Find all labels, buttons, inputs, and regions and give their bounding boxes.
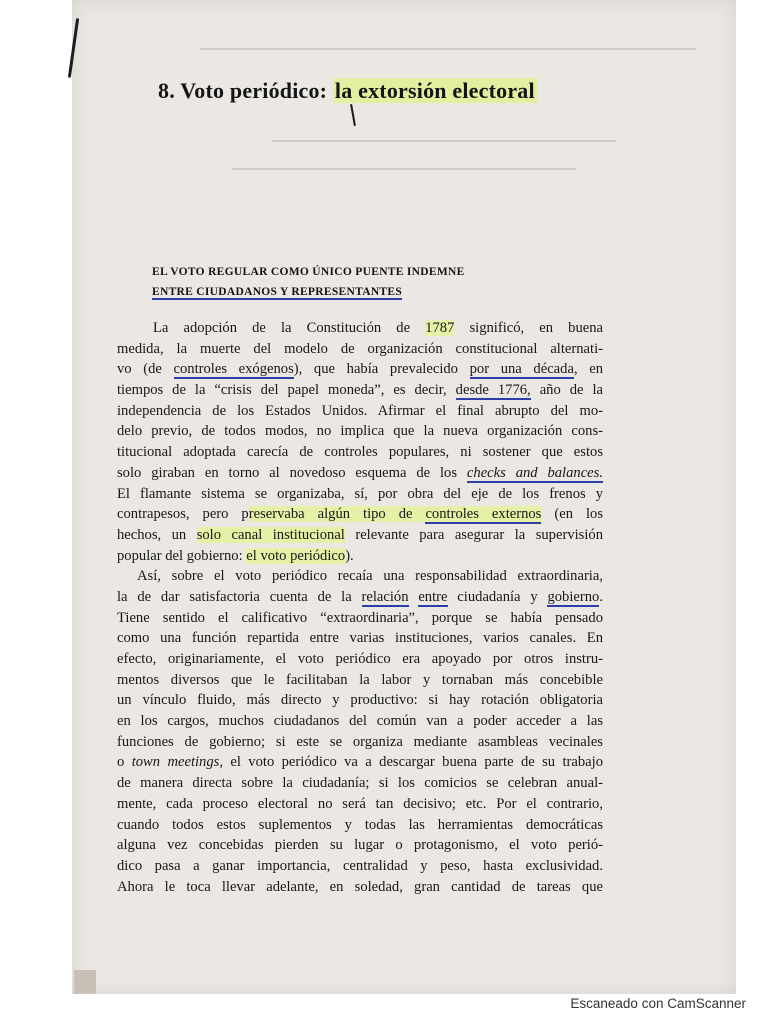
text-line: dico pasa a ganar importancia, centralidad y peso, hasta exclusividad. xyxy=(117,857,603,874)
text-line: popular del gobierno: el voto periódico). xyxy=(117,547,354,564)
chapter-title-number: 8. Voto periódico: xyxy=(158,78,328,103)
text-line: vo (de controles exógenos), que había prevalecido por una década, en xyxy=(117,361,604,378)
body-text xyxy=(117,318,603,897)
text-line: hechos, un solo canal institucional relevante para asegurar la supervisión xyxy=(117,526,603,543)
bleed-through-line xyxy=(232,168,576,170)
text-line: en los cargos, muchos ciudadanos del común van a poder acceder a las xyxy=(117,713,603,730)
text-line: o town meetings, el voto periódico va a descargar buena parte de su trabajo xyxy=(117,754,603,771)
text-line: titucional adoptada carecía de controles populares, ni sostener que estos xyxy=(117,444,603,461)
section-heading-line-2: ENTRE CIUDADANOS Y REPRESENTANTES xyxy=(152,286,403,298)
text-line: como una función repartida entre varias instituciones, varios canales. En xyxy=(117,630,603,647)
text-line: medida, la muerte del modelo de organización constitucional alternati- xyxy=(117,340,603,357)
page-corner-shadow xyxy=(74,970,96,994)
chapter-title-highlighted: la extorsión electoral xyxy=(334,78,535,103)
section-heading-line-1: EL VOTO REGULAR COMO ÚNICO PUENTE INDEMNE xyxy=(152,266,465,278)
text-line: alguna vez concebidas pierden su lugar o protagonismo, el voto perió- xyxy=(117,837,603,854)
text-line: la de dar satisfactoria cuenta de la relación entre ciudadanía y gobierno. xyxy=(117,588,603,605)
text-line: solo giraban en torno al novedoso esquema de los checks and balances. xyxy=(117,464,603,481)
text-line: de manera directa sobre la ciudadanía; si los comicios se celebran anual- xyxy=(117,775,603,792)
text-line: un vínculo fluido, más directo y productivo: si hay rotación obligatoria xyxy=(117,692,603,709)
text-line: Así, sobre el voto periódico recaía una responsabilidad extraordinaria, xyxy=(137,568,603,585)
text-line: La adopción de la Constitución de 1787 significó, en buena xyxy=(153,320,603,336)
text-line: mentos diversos que le facilitaban la labor y tornaban más concebible xyxy=(117,671,603,688)
text-line: Tiene sentido el calificativo “extraordinaria”, porque se había pensado xyxy=(117,609,603,626)
section-heading xyxy=(152,262,552,302)
chapter-title xyxy=(158,78,537,104)
text-line: tiempos de la “crisis del papel moneda”, es decir, desde 1776, año de la xyxy=(117,382,604,399)
bleed-through-line xyxy=(272,140,616,142)
text-line: independencia de los Estados Unidos. Afirmar el final abrupto del mo- xyxy=(117,402,603,419)
camscanner-watermark: Escaneado con CamScanner xyxy=(570,996,746,1011)
text-line: El flamante sistema se organizaba, sí, por obra del eje de los frenos y xyxy=(117,485,603,502)
text-line: contrapesos, pero preservaba algún tipo de controles externos (en los xyxy=(117,506,603,523)
text-line: delo previo, de todos modos, no implica que la nueva organización cons- xyxy=(117,423,603,440)
text-line: Ahora le toca llevar adelante, en soledad, gran cantidad de tareas que xyxy=(117,878,603,895)
text-line: efecto, originariamente, el voto periódico era apoyado por otros instru- xyxy=(117,651,603,667)
bleed-through-line xyxy=(200,48,696,50)
text-line: cuando todos estos suplementos y todas las herramientas democráticas xyxy=(117,816,603,833)
text-line: mente, cada proceso electoral no será tan decisivo; etc. Por el contrario, xyxy=(117,795,603,812)
text-line: funciones de gobierno; si este se organiza mediante asambleas vecinales xyxy=(117,733,603,750)
